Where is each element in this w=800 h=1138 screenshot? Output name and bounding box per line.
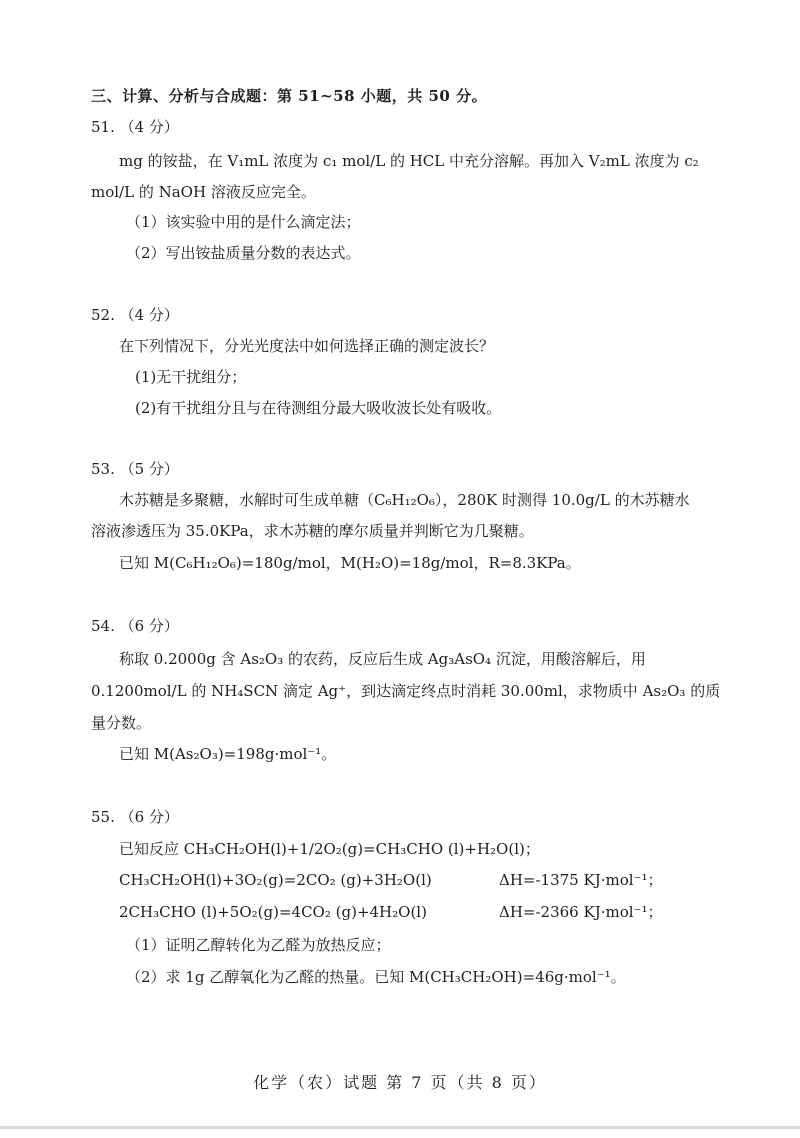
question-55-equation-2: 2CH₃CHO (l)+5O₂(g)=4CO₂ (g)+4H₂O(l) xyxy=(119,903,427,921)
question-55-number: 55. （6 分） xyxy=(91,808,179,826)
question-55-subquestion-1: （1）证明乙醇转化为乙醛为放热反应； xyxy=(126,936,391,954)
section-title: 三、计算、分析与合成题：第 51~58 小题，共 50 分。 xyxy=(91,87,488,105)
question-54-body-line-3: 量分数。 xyxy=(91,714,152,732)
question-51-subquestion-2: （2）写出铵盐质量分数的表达式。 xyxy=(126,244,361,262)
question-55-equation-1-enthalpy: ΔH=-1375 KJ·mol⁻¹； xyxy=(499,871,663,889)
question-55-equation-2-enthalpy: ΔH=-2366 KJ·mol⁻¹； xyxy=(499,903,663,921)
question-55-given-reaction: 已知反应 CH₃CH₂OH(l)+1/2O₂(g)=CH₃CHO (l)+H₂O(l)； xyxy=(119,840,540,858)
question-55-equation-1: CH₃CH₂OH(l)+3O₂(g)=2CO₂ (g)+3H₂O(l) xyxy=(119,871,432,889)
question-53-given: 已知 M(C₆H₁₂O₆)=180g/mol，M(H₂O)=18g/mol，R=8.3KPa。 xyxy=(119,554,581,572)
question-51-subquestion-1: （1）该实验中用的是什么滴定法； xyxy=(126,213,361,231)
question-52-subquestion-2: (2)有干扰组分且与在待测组分最大吸收波长处有吸收。 xyxy=(135,399,502,417)
question-51-body-line-1: mg 的铵盐，在 V₁mL 浓度为 c₁ mol/L 的 HCL 中充分溶解。再加入 V₂mL 浓度为 c₂ xyxy=(119,152,699,170)
question-54-given: 已知 M(As₂O₃)=198g·mol⁻¹。 xyxy=(119,745,337,763)
question-55-subquestion-2: （2）求 1g 乙醇氧化为乙醛的热量。已知 M(CH₃CH₂OH)=46g·mol⁻¹。 xyxy=(126,968,626,986)
question-53-body-line-1: 木苏糖是多聚糖，水解时可生成单糖（C₆H₁₂O₆），280K 时测得 10.0g/L 的木苏糖水 xyxy=(119,491,690,509)
question-52-number: 52. （4 分） xyxy=(91,306,179,324)
question-53-body-line-2: 溶液渗透压为 35.0KPa，求木苏糖的摩尔质量并判断它为几聚糖。 xyxy=(91,522,534,540)
question-51-body-line-2: mol/L 的 NaOH 溶液反应完全。 xyxy=(91,183,316,201)
question-51-number: 51. （4 分） xyxy=(91,118,179,136)
question-54-body-line-2: 0.1200mol/L 的 NH₄SCN 滴定 Ag⁺，到达滴定终点时消耗 30.00ml，求物质中 As₂O₃ 的质 xyxy=(91,682,721,700)
question-54-body-line-1: 称取 0.2000g 含 As₂O₃ 的农药，反应后生成 Ag₃AsO₄ 沉淀，用酸溶解后，用 xyxy=(119,650,646,668)
bottom-divider xyxy=(0,1126,800,1129)
question-54-number: 54. （6 分） xyxy=(91,617,179,635)
page-footer: 化学（农）试题 第 7 页（共 8 页） xyxy=(253,1073,547,1092)
question-53-number: 53. （5 分） xyxy=(91,460,179,478)
question-52-body: 在下列情况下，分光光度法中如何选择正确的测定波长？ xyxy=(119,337,495,355)
question-52-subquestion-1: (1)无干扰组分； xyxy=(135,368,247,386)
